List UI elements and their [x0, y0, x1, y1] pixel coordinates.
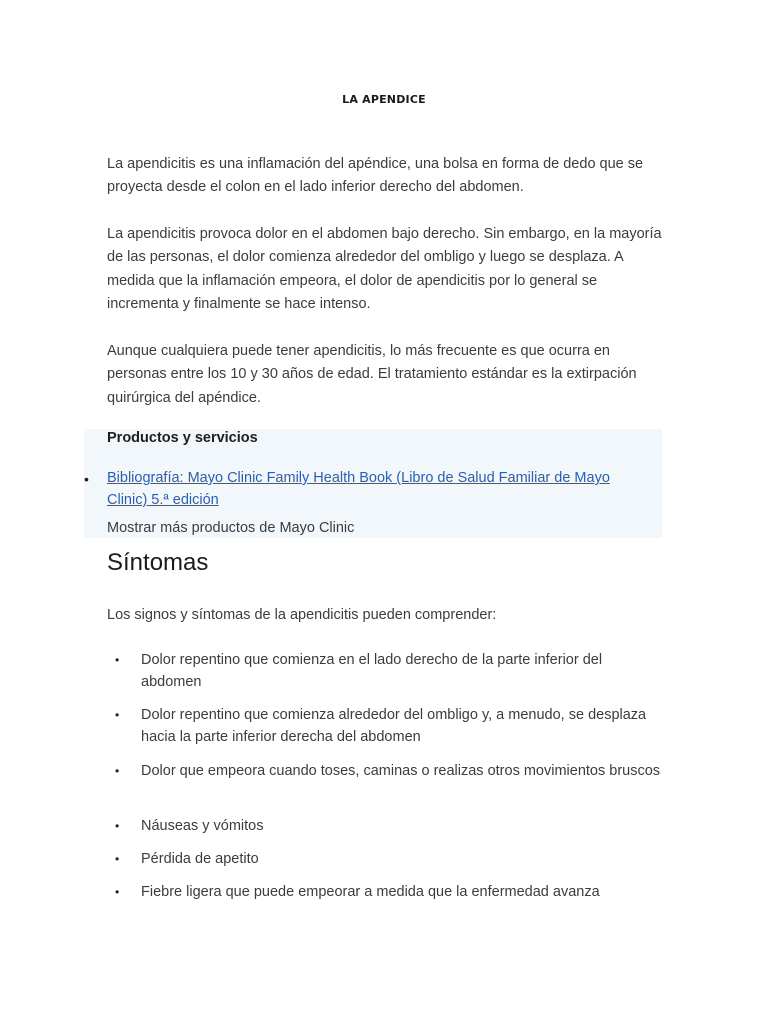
symptoms-heading: Síntomas [107, 549, 209, 576]
bullet-icon: • [115, 819, 120, 833]
symptom-text: Dolor que empeora cuando toses, caminas o realizas otros movimientos bruscos [141, 763, 661, 779]
bullet-icon: • [115, 653, 120, 667]
bullet-icon: • [115, 764, 120, 778]
more-products-text: Mostrar más productos de Mayo Clinic [107, 520, 355, 536]
symptom-text: Fiebre ligera que puede empeorar a medida que la enfermedad avanza [141, 884, 600, 900]
document-title: LA APENDICE [342, 93, 426, 106]
symptom-text: Dolor repentino que comienza en el lado derecho de la parte inferior del abdomen [141, 652, 603, 690]
age-paragraph: Aunque cualquiera puede tener apendicitis, lo más frecuente es que ocurra en personas entre los 10 y 30 años de edad. El tratamiento estándar es la extirpación quirúrgica del apéndice. [107, 343, 637, 406]
pain-paragraph: La apendicitis provoca dolor en el abdomen bajo derecho. Sin embargo, en la mayoría de las personas, el dolor comienza alrededor del ombligo y luego se desplaza. A medida que la inflamación empeora, el dolor de apendicitis por lo general se incrementa y finalmente se hace intenso. [107, 226, 662, 312]
symptom-text: Pérdida de apetito [141, 851, 259, 867]
symptom-text: Dolor repentino que comienza alrededor del ombligo y, a menudo, se desplaza hacia la parte inferior derecha del abdomen [141, 707, 647, 745]
bibliography-link[interactable]: Bibliografía: Mayo Clinic Family Health Book (Libro de Salud Familiar de Mayo Clinic) 5.ª edición [107, 470, 610, 508]
products-heading: Productos y servicios [107, 430, 258, 446]
intro-paragraph: La apendicitis es una inflamación del apéndice, una bolsa en forma de dedo que se proyecta desde el colon en el lado inferior derecho del abdomen. [107, 156, 644, 196]
symptom-text: Náuseas y vómitos [141, 818, 264, 834]
bullet-icon: • [115, 885, 120, 899]
bullet-icon: • [115, 708, 120, 722]
bullet-icon: • [115, 852, 120, 866]
symptoms-intro: Los signos y síntomas de la apendicitis pueden comprender: [107, 607, 497, 623]
products-bullet: • [84, 471, 89, 487]
